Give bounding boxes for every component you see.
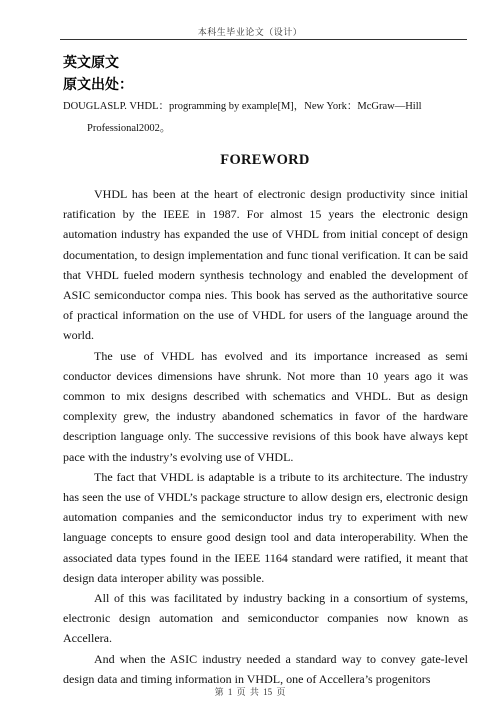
article-title: FOREWORD [220, 152, 310, 168]
citation [63, 96, 463, 140]
running-header: 本科生毕业论文（设计） [197, 27, 303, 37]
page-footer: 第 1 页 共 15 页 [214, 687, 286, 697]
paragraph: The use of VHDL has evolved and its importance increased as semi conductor devices dimensions have shrunk. Not more than 10 years ago it was common to mix designs described with schematics and VHDL. But as design complexity grew, the industry abandoned schematics in favor of the hardware description language only. The successive revisions of this book have always kept pace with the industry’s evolving use of VHDL. [63, 348, 468, 464]
paragraph: VHDL has been at the heart of electronic design productivity since initial ratification by the IEEE in 1987. For almost 15 years the electronic design automation industry has expanded the use of VHDL from initial concept of design documentation, to design implementation and func tional verification. It can be said that VHDL fueled modern synthesis technology and enabled the development of ASIC semiconductor compa nies. This book has served as the authoritative source of practical information on the use of VHDL for users of the language around the world. [63, 187, 468, 343]
original-text-heading: 英文原文 [63, 55, 119, 71]
paragraph: And when the ASIC industry needed a standard way to convey gate-level design data and timing information in VHDL, one of Accellera’s progenitors [63, 651, 468, 686]
paragraph: The fact that VHDL is adaptable is a tribute to its architecture. The industry has seen the use of VHDL’s package structure to allow design ers, electronic design automation companies and the semiconductor indus try to experiment with new language concepts to ensure good design tool and data interoperability. When the associated data types found in the IEEE 1164 standard were ratified, it meant that design data interoper ability was possible. [63, 469, 468, 585]
article-body [63, 184, 468, 689]
source-heading: 原文出处： [63, 77, 133, 93]
paragraph: All of this was facilitated by industry backing in a consortium of systems, electronic design automation and semiconductor companies now known as Accellera. [63, 591, 468, 646]
citation-line-1: DOUGLASLP. VHDL：programming by example[M]，New York：McGraw—Hill [63, 101, 422, 112]
header-rule [60, 39, 467, 40]
citation-line-2: Professional2002。 [87, 123, 171, 134]
